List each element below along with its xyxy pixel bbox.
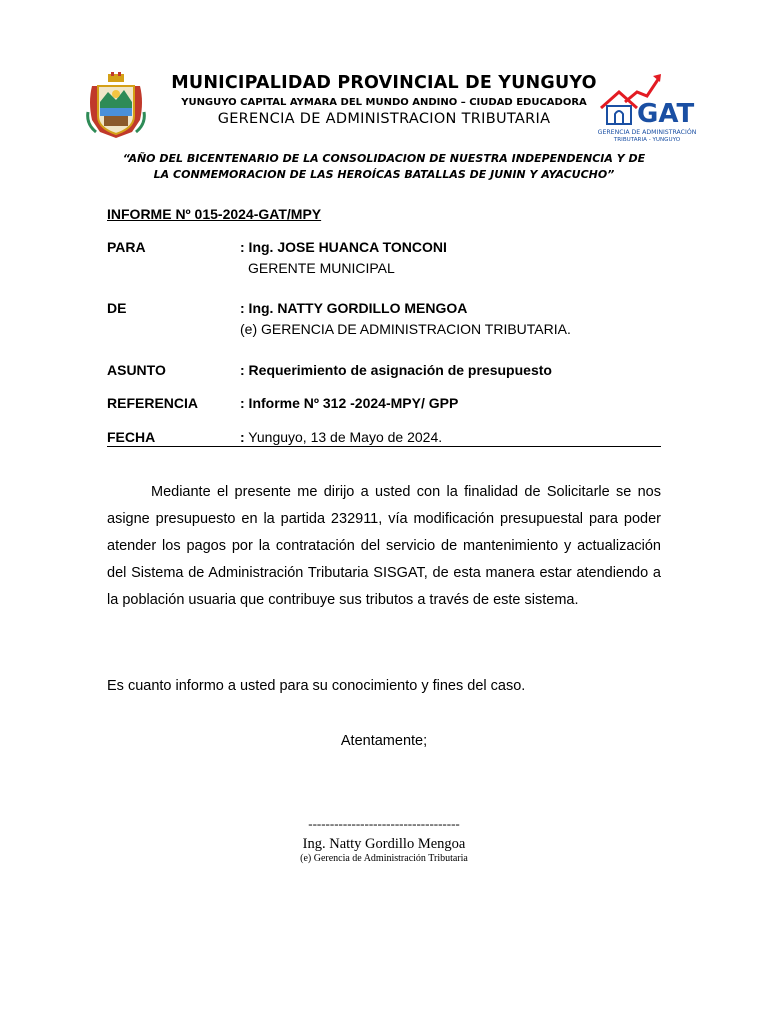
header-subtitle: YUNGUYO CAPITAL AYMARA DEL MUNDO ANDINO – CIUDAD EDUCADORA	[181, 97, 587, 108]
fecha-colon: :	[240, 429, 245, 445]
para-name: : Ing. JOSE HUANCA TONCONI	[240, 239, 447, 255]
regards: Atentamente;	[340, 733, 428, 749]
report-number: INFORME Nº 015-2024-GAT/MPY	[107, 206, 322, 222]
para-role: GERENTE MUNICIPAL	[248, 260, 395, 276]
asunto-value: : Requerimiento de asignación de presupuesto	[240, 362, 552, 378]
referencia-value: : Informe Nº 312 -2024-MPY/ GPP	[240, 395, 459, 411]
gat-logo-caption-1: GERENCIA DE ADMINISTRACIÓN	[597, 129, 697, 136]
municipal-crest-logo	[86, 72, 146, 140]
motto-line-2: LA CONMEMORACION DE LAS HEROÍCAS BATALLAS DE JUNIN Y AYACUCHO”	[153, 168, 615, 181]
motto-line-1: “AÑO DEL BICENTENARIO DE LA CONSOLIDACION DE NUESTRA INDEPENDENCIA Y DE	[122, 152, 646, 165]
de-role: (e) GERENCIA DE ADMINISTRACION TRIBUTARIA.	[240, 321, 571, 337]
header-department: GERENCIA DE ADMINISTRACION TRIBUTARIA	[217, 111, 551, 127]
body-paragraph: Mediante el presente me dirijo a usted con la finalidad de Solicitarle se nos asigne presupuesto en la partida 232911, vía modificación presupuestal para poder atender los pagos por la contratación del servicio de mantenimiento y actualización del Sistema de Administración Tributaria SISGAT, de esta manera estar atendiendo a la población usuaria que contribuye sus tributos a través de este sistema.	[107, 484, 661, 608]
signature-line: -----------------------------------	[308, 816, 460, 831]
de-name: : Ing. NATTY GORDILLO MENGOA	[240, 300, 468, 316]
para-label: PARA	[107, 239, 146, 255]
signature-name: Ing. Natty Gordillo Mengoa	[302, 836, 466, 852]
fecha-value: Yunguyo, 13 de Mayo de 2024.	[244, 429, 443, 445]
gat-logo	[597, 72, 697, 144]
fecha-line	[240, 429, 442, 445]
gat-logo-caption-2: TRIBUTARIA - YUNGUYO	[613, 137, 681, 143]
signature-title: (e) Gerencia de Administración Tributaria	[300, 853, 468, 864]
de-label: DE	[107, 300, 127, 316]
referencia-label: REFERENCIA	[107, 395, 199, 411]
header-title: MUNICIPALIDAD PROVINCIAL DE YUNGUYO	[171, 73, 597, 93]
asunto-label: ASUNTO	[107, 362, 166, 378]
closing-sentence: Es cuanto informo a usted para su conocimiento y fines del caso.	[107, 678, 526, 694]
header-divider	[107, 446, 661, 447]
fecha-label: FECHA	[107, 429, 156, 445]
gat-logo-text: GAT	[637, 99, 695, 129]
